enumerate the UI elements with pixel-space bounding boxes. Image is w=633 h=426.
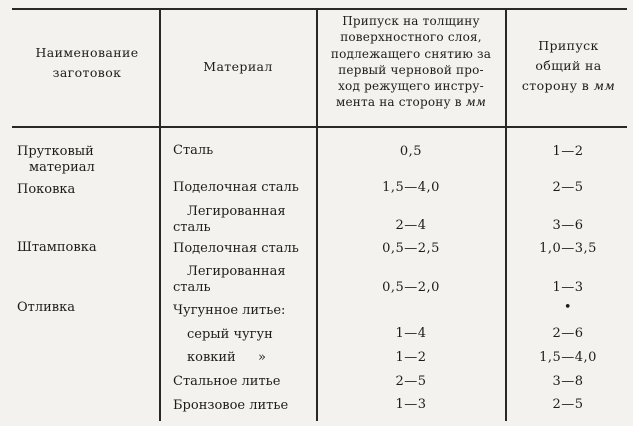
row-total-allowance: 2—6 (552, 326, 584, 341)
header-unit: мм (593, 78, 616, 93)
header-total-line (507, 76, 630, 96)
row-total-allowance: 3—6 (552, 218, 584, 233)
table-top-rule (12, 8, 627, 10)
header-workpiece (16, 43, 158, 83)
row-first-allowance: 2—5 (395, 374, 427, 389)
row-first-allowance: 1,5—4,0 (382, 180, 440, 195)
row-material: Поделочная сталь (173, 241, 299, 256)
header-total-line: общий на (535, 58, 602, 73)
row-material: Сталь (173, 143, 214, 158)
row-workpiece: Штамповка (17, 240, 97, 255)
header-first-allowance (318, 13, 504, 111)
row-workpiece: Поковка (17, 182, 76, 197)
column-divider-1 (159, 9, 161, 421)
row-first-allowance: 1—2 (395, 350, 427, 365)
row-material: сталь (173, 220, 211, 235)
header-material: Материал (203, 59, 273, 74)
row-material: ковкий (187, 350, 236, 365)
row-total-allowance: 2—5 (552, 180, 584, 195)
row-first-allowance: 1—4 (395, 326, 427, 341)
row-material: Поделочная сталь (173, 180, 299, 195)
row-material: сталь (173, 280, 211, 295)
row-workpiece: Отливка (17, 300, 75, 315)
header-first-line (318, 94, 504, 110)
header-total-line-text: сторону в (521, 78, 590, 93)
row-material: Чугунное литье: (173, 303, 286, 318)
row-total-allowance: 1,0—3,5 (539, 241, 597, 256)
row-first-allowance: 0,5—2,0 (382, 280, 440, 295)
header-unit: мм (465, 95, 487, 110)
row-total-allowance: 1—3 (552, 280, 584, 295)
row-total-allowance: • (563, 300, 573, 315)
row-total-allowance: 1,5—4,0 (539, 350, 597, 365)
row-total-allowance: 1—2 (552, 144, 584, 159)
header-first-line-text: мента на сторону в (335, 95, 462, 110)
header-total-allowance (507, 36, 630, 96)
header-first-line: Припуск на толщину (342, 14, 480, 28)
row-workpiece: Прутковый (17, 144, 94, 159)
row-total-allowance: 2—5 (552, 397, 584, 412)
header-bottom-rule (12, 126, 627, 128)
row-material: Стальное литье (173, 374, 281, 389)
header-first-line: подлежащего снятию за (330, 46, 492, 61)
row-material-ditto: » (258, 350, 266, 365)
row-material: Легированная (187, 204, 286, 219)
row-material: Легированная (187, 264, 286, 279)
row-first-allowance: 0,5 (399, 144, 423, 159)
row-first-allowance: 2—4 (395, 218, 427, 233)
header-first-line: ход режущего инстру- (338, 79, 484, 94)
row-material: Бронзовое литье (173, 398, 289, 413)
header-first-line: первый черновой про- (338, 62, 484, 77)
row-workpiece: материал (29, 160, 95, 175)
row-total-allowance: 3—8 (552, 374, 584, 389)
header-workpiece-line: заготовок (52, 65, 122, 80)
row-material: серый чугун (187, 327, 273, 342)
header-first-line: поверхностного слоя, (340, 30, 482, 45)
row-first-allowance: 0,5—2,5 (382, 241, 440, 256)
header-total-line: Припуск (538, 38, 599, 53)
header-workpiece-line: Наименование (35, 45, 139, 60)
row-first-allowance: 1—3 (395, 397, 427, 412)
